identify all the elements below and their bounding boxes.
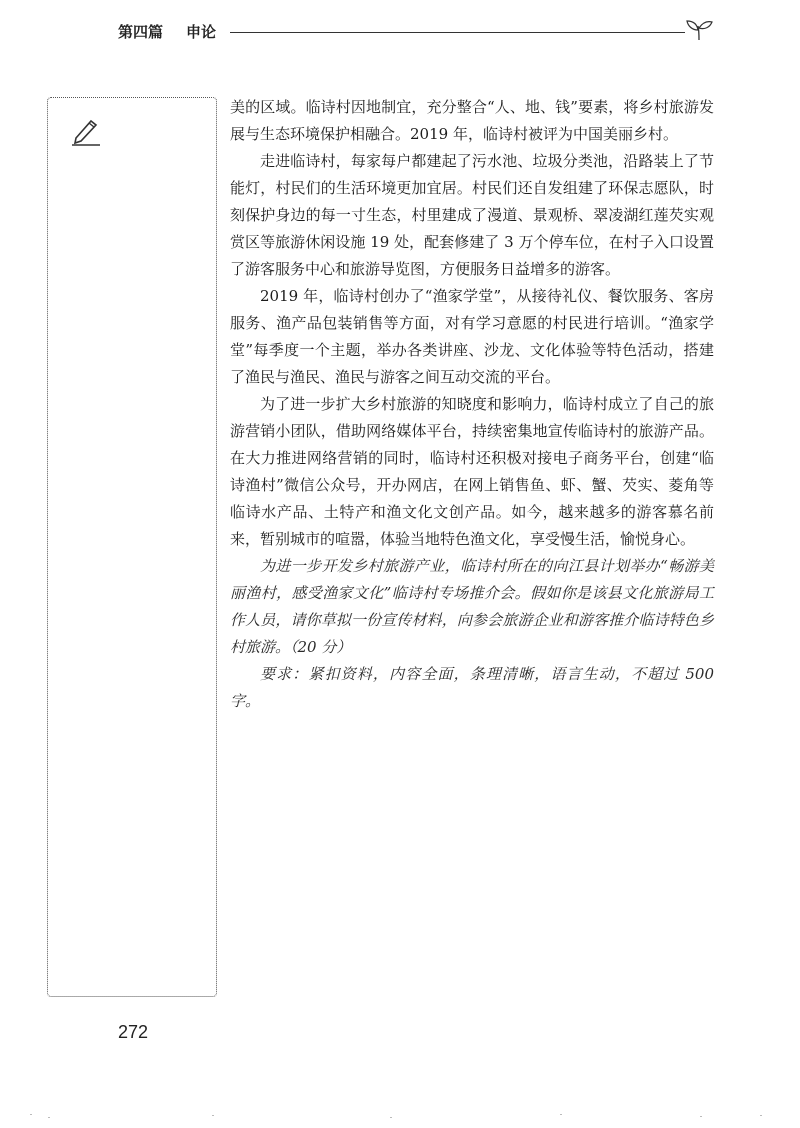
paragraph-environment: 走进临诗村，每家每户都建起了污水池、垃圾分类池，沿路装上了节能灯，村民们的生活环境更加宜居。村民们还自发组建了环保志愿队，时刻保护身边的每一寸生态，村里建成了漫道、景观桥、翠凌湖红莲芡实观赏区等旅游休闲设施 19 处，配套修建了 3 万个停车位，在村子入口设置了游客服务中心和旅游导览图，方便服务日益增多的游客。 bbox=[230, 152, 714, 278]
header-rule bbox=[230, 32, 685, 33]
leaf-sprout-icon bbox=[684, 18, 714, 46]
running-header bbox=[118, 22, 718, 46]
paragraph-continuation: 美的区域。临诗村因地制宜，充分整合“人、地、钱”要素，将乡村旅游发展与生态环境保护相融合。2019 年，临诗村被评为中国美丽乡村。 bbox=[230, 98, 714, 143]
task-requirement: 要求：紧扣资料，内容全面，条理清晰，语言生动，不超过 500 字。 bbox=[230, 665, 714, 710]
task-prompt: 为进一步开发乡村旅游产业，临诗村所在的向江县计划举办“畅游美丽渔村，感受渔家文化”临诗村专场推介会。假如你是该县文化旅游局工作人员，请你草拟一份宣传材料，向参会旅游企业和游客推介临诗特色乡村旅游。（20 分） bbox=[230, 557, 714, 656]
header-title: 申论 bbox=[186, 23, 217, 41]
paragraph-fisher-school: 2019 年，临诗村创办了“渔家学堂”，从接待礼仪、餐饮服务、客房服务、渔产品包装销售等方面，对有学习意愿的村民进行培训。“渔家学堂”每季度一个主题，举办各类讲座、沙龙、文化体验等特色活动，搭建了渔民与渔民、渔民与游客之间互动交流的平台。 bbox=[230, 287, 714, 386]
main-text bbox=[230, 94, 714, 715]
pencil-note-icon bbox=[70, 116, 102, 150]
notes-margin-box bbox=[47, 97, 217, 997]
header-part-label: 第四篇 bbox=[118, 23, 164, 41]
scan-edge-marks bbox=[0, 1108, 800, 1128]
paragraph-marketing: 为了进一步扩大乡村旅游的知晓度和影响力，临诗村成立了自己的旅游营销小团队，借助网络媒体平台，持续密集地宣传临诗村的旅游产品。在大力推进网络营销的同时，临诗村还积极对接电子商务平台，创建“临诗渔村”微信公众号，开办网店，在网上销售鱼、虾、蟹、芡实、菱角等临诗水产品、土特产和渔文化文创产品。如今，越来越多的游客慕名前来，暂别城市的喧嚣，体验当地特色渔文化，享受慢生活，愉悦身心。 bbox=[230, 395, 714, 548]
page-number: 272 bbox=[118, 1022, 149, 1042]
